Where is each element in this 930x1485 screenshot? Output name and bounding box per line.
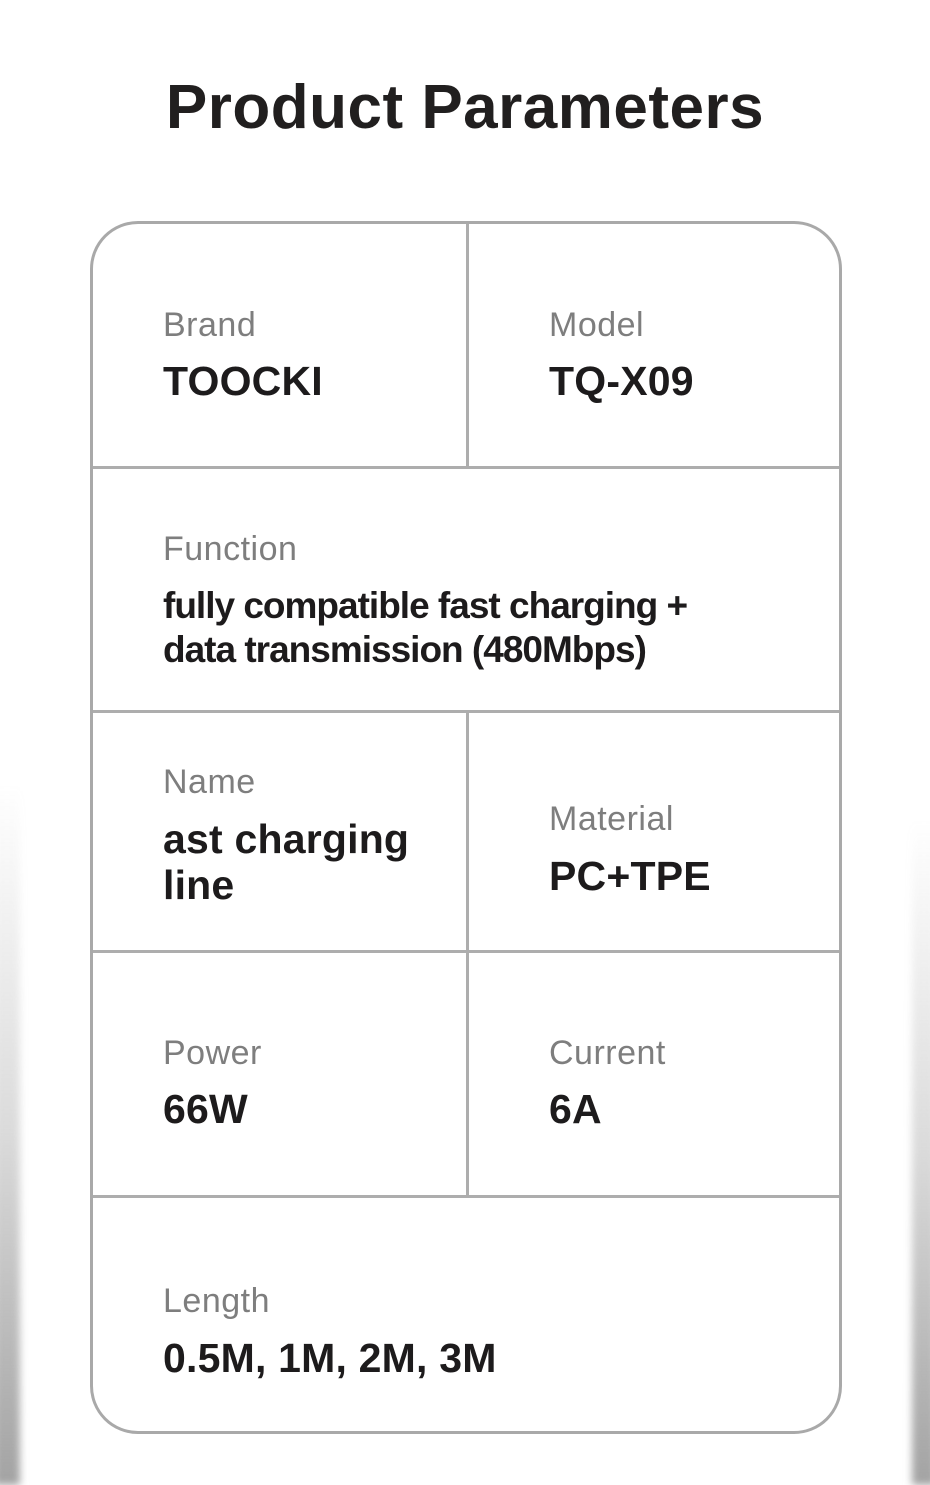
power-label: Power [163,1033,262,1072]
name-value-line-1: ast charging [163,815,410,862]
material-label: Material [549,800,674,839]
param-cell-material [469,713,839,950]
name-label: Name [163,763,256,802]
right-edge-shade [912,820,930,1485]
function-label: Function [163,529,298,568]
product-parameters-table [90,221,842,1434]
page-title: Product Parameters [165,73,765,142]
material-value: PC+TPE [549,852,711,899]
brand-label: Brand [163,305,257,344]
left-edge-shade [0,785,20,1485]
param-cell-function [93,469,839,710]
name-value-line-2: line [163,861,235,908]
param-cell-power [93,953,466,1195]
param-cell-name [93,713,466,950]
model-label: Model [549,305,645,344]
length-value: 0.5M, 1M, 2M, 3M [163,1334,497,1381]
current-label: Current [549,1033,666,1072]
power-value: 66W [163,1086,248,1133]
name-value [163,817,466,909]
brand-value: TOOCKI [163,358,323,405]
function-value-line-2: data transmission (480Mbps) [163,628,646,670]
length-label: Length [163,1282,270,1321]
param-cell-brand [93,224,466,466]
function-value [163,584,839,673]
param-cell-length [93,1198,839,1431]
param-cell-current [469,953,839,1195]
function-value-line-1: fully compatible fast charging + [163,584,688,626]
model-value: TQ-X09 [549,358,694,405]
current-value: 6A [549,1086,602,1133]
param-cell-model [469,224,839,466]
